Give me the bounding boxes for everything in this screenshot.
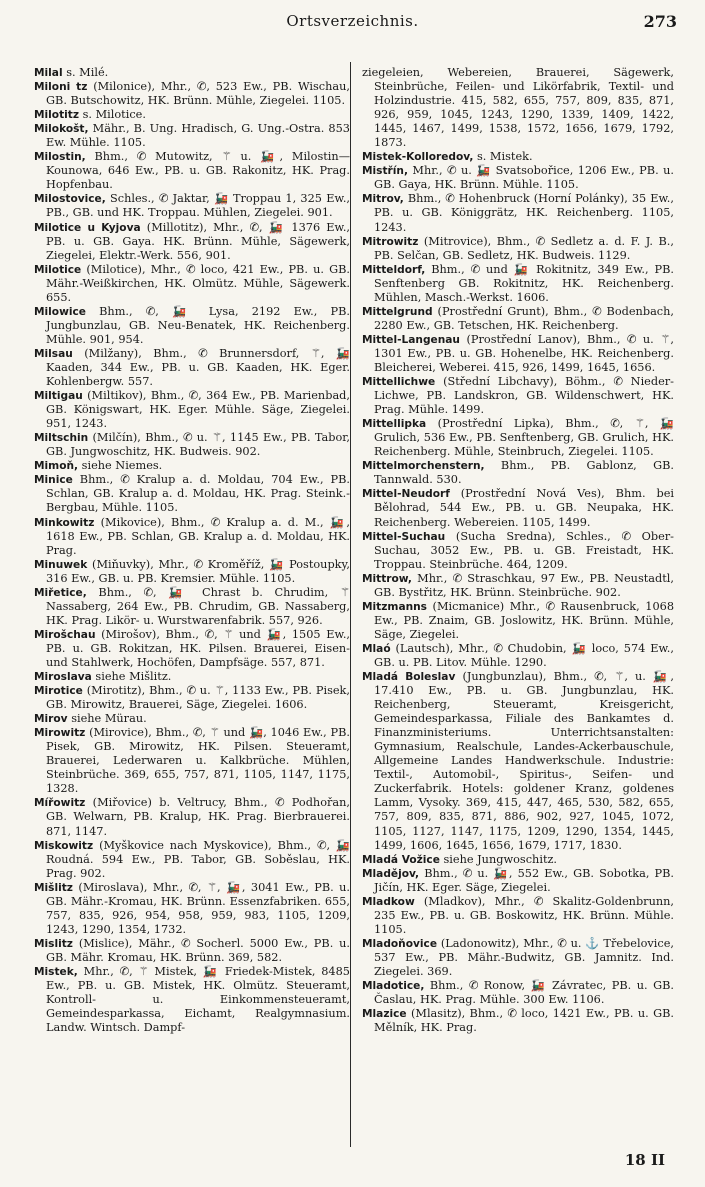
entry-text: Mhr., ✆ Straschkau, 97 Ew., PB. Neustadtl, GB. Bystřitz, HK. Brünn. Steinbrüche. 902. [374,571,674,599]
printer-signature: 18 II [624,1151,665,1169]
entry-text: (Myškovice nach Myskovice), Bhm., ✆, 🚂 Roudná. 594 Ew., PB. Tabor, GB. Soběslau, HK. Prag. 902. [46,838,350,880]
entry-text: (Prostřední Lanov), Bhm., ✆ u. ⚚, 1301 Ew., PB. u. GB. Hohenelbe, HK. Reichenberg. Bleicherei, Weberei. 415, 926, 1499, 1645, 1656. [374,332,674,374]
entry-text: Bhm., ✆ Kralup a. d. Moldau, 704 Ew., PB. Schlan, GB. Kralup a. d. Moldau, HK. Prag. Steink.-Bergbau, Mühle. 1105. [46,473,351,515]
left-column [34,66,350,1035]
entry-text: (Milčín), Bhm., ✆ u. ⚚, 1145 Ew., PB. Tabor, GB. Jungwoschitz, HK. Budweis. 902. [46,431,351,459]
entry-headword: Miloni tz [34,81,88,94]
gazetteer-entry [362,642,674,670]
gazetteer-entry [34,192,350,220]
entry-text: (Miroslava), Mhr., ✆, ⚚, 🚂, 3041 Ew., PB. u. GB. Mähr.-Kromau, HK. Brünn. Essenzfabriken. 655, 757, 835, 926, 954, 958, 959, 983, 1105, 1209, 1243, 1290, 1354, 1732. [46,880,351,936]
entry-headword: Mittel-Suchau [362,530,446,543]
entry-text: Bhm., ✆ Ronow, 🚂 Závratec, PB. u. GB. Časlau, HK. Prag. Mühle. 300 Ew. 1106. [374,979,675,1007]
entry-text: (Mikovice), Bhm., ✆ Kralup a. d. M., 🚂, 1618 Ew., PB. Schlan, GB. Kralup a. d. Moldau, HK. Prag. [46,515,350,557]
entry-headword: Mladkow [362,895,415,908]
gazetteer-entry [362,937,674,979]
gazetteer-entry [362,487,674,529]
entry-text: Bhm., ✆, 🚂 Chrast b. Chrudim, ⚚ Nassaberg, 264 Ew., PB. Chrudim, GB. Nassaberg, HK. Prag. Likör- u. Wurstwarenfabrik. 557, 926. [46,585,350,627]
gazetteer-entry [34,965,350,1035]
entry-headword: Mittrow, [362,572,412,585]
entry-headword: Mimoň, [34,460,79,473]
gazetteer-entry [362,572,674,600]
entry-text: s. Mistek. [476,150,533,164]
entry-headword: Mladá Vožice [362,853,440,866]
entry-text: Bhm., ✆ u. 🚂, 552 Ew., GB. Sobotka, PB. Jičín, HK. Eger. Säge, Ziegelei. [374,866,675,894]
entry-headword: Miltschin [34,432,89,445]
entry-headword: Mladá Boleslav [362,671,456,684]
entry-text: (Prostřední Lipka), Bhm., ✆, ⚚, 🚂 Grulich, 536 Ew., PB. Senftenberg, GB. Grulich, HK. Reichenberg. Mühle, Steinbruch, Ziegelei. 1105. [374,417,675,459]
entry-headword: Minice [34,474,73,487]
gazetteer-entry [34,389,350,431]
entry-text: (Střední Libchavy), Böhm., ✆ Nieder-Lichwe, PB. Landskron, GB. Wildenschwert, HK. Prag. Mühle. 1499. [374,375,674,417]
gazetteer-entry [362,235,674,263]
gazetteer-entry [34,108,350,122]
gazetteer-entry [362,164,674,192]
entry-headword: Mlaó [362,642,391,655]
entry-text: siehe Niemes. [81,459,163,473]
entry-headword: Mitzmanns [362,600,427,613]
entry-text: siehe Mürau. [71,712,147,726]
entry-headword: Mitteldorf, [362,263,426,276]
page-number: 273 [643,12,677,31]
entry-text: (Miltikov), Bhm., ✆, 364 Ew., PB. Marienbad, GB. Königswart, HK. Eger. Mühle. Säge, Ziegelei. 951, 1243. [46,389,351,431]
entry-text: s. Milé. [66,66,109,79]
gazetteer-entry [34,712,350,726]
gazetteer-entry [34,305,350,347]
gazetteer-entry [362,895,674,937]
entry-headword: Mistřín, [362,165,408,178]
right-column [362,66,674,1035]
gazetteer-entry [362,530,674,572]
entry-text: s. Milotice. [82,108,146,122]
entry-text: (Ladonowitz), Mhr., ✆ u. ⚓ Třebelovice, 537 Ew., PB. Mähr.-Budwitz, GB. Jamnitz. Ind. Ziegelei. 369. [374,936,674,978]
gazetteer-entry [362,66,674,150]
entry-headword: Mistek-Kolloredov, [362,151,474,164]
gazetteer-entry [362,1007,674,1035]
entry-text: (Micmanice) Mhr., ✆ Rausenbruck, 1068 Ew., PB. Znaim, GB. Joslowitz, HK. Brünn. Mühle, Säge, Ziegelei. [374,599,675,641]
entry-text: Mähr., B. Ung. Hradisch, G. Ung.-Ostra. 853 Ew. Mühle. 1105. [46,122,350,150]
gazetteer-entry [362,263,674,305]
entry-text: Schles., ✆ Jaktar, 🚂 Troppau 1, 325 Ew., PB., GB. und HK. Troppau. Mühlen, Ziegelei. 901. [46,192,350,220]
entry-headword: Mladějov, [362,867,420,880]
entry-headword: Mistek, [34,966,78,978]
entry-text: (Mladkov), Mhr., ✆ Skalitz-Goldenbrunn, 235 Ew., PB. u. GB. Boskowitz, HK. Brünn. Mühle. 1105. [374,894,674,936]
gazetteer-entry [362,600,674,642]
gazetteer-entry [362,867,674,895]
entry-text: (Mislice), Mähr., ✆ Socherl. 5000 Ew., PB. u. GB. Mähr. Kromau, HK. Brünn. 369, 582. [46,936,350,964]
gazetteer-entry [34,459,350,473]
gazetteer-entry [34,670,350,684]
gazetteer-entry [362,375,674,417]
gazetteer-entry [34,684,350,712]
entry-text: (Miňuvky), Mhr., ✆ Kroměříž, 🚂 Postoupky, 316 Ew., GB. u. PB. Kremsier. Mühle. 1105. [46,557,350,585]
entry-headword: Mířowitz [34,797,86,810]
entry-headword: Miskowitz [34,839,94,852]
entry-headword: Miroslava [34,671,92,684]
entry-headword: Mladotice, [362,980,425,993]
entry-headword: Milotice [34,263,82,276]
entry-headword: Mittellichwe [362,376,436,389]
gazetteer-entry [34,122,350,150]
gazetteer-entry [362,417,674,459]
entry-text: Bhm., ✆, 🚂 Lysa, 2192 Ew., PB. Jungbunzlau, GB. Neu-Benatek, HK. Reichenberg. Mühle. 901, 954. [46,304,350,346]
entry-text: (Prostřední Nová Ves), Bhm. bei Bělohrad, 544 Ew., PB. u. GB. Neupaka, HK. Reichenberg. Webereien. 1105, 1499. [374,487,675,529]
entry-text: (Millotitz), Mhr., ✆, 🚂 1376 Ew., PB. u. GB. Gaya. HK. Brünn. Mühle, Sägewerk, Ziegelei, Elektr.-Werk. 556, 901. [46,220,351,262]
entry-text: (Mirošov), Bhm., ✆, ⚚ und 🚂, 1505 Ew., PB. u. GB. Rokitzan, HK. Pilsen. Brauerei, Eisen- und Stahlwerk, Hochöfen, Dampfsäge. 557, 871. [46,627,350,669]
entry-headword: Minuwek [34,558,88,571]
gazetteer-entry [34,221,350,263]
entry-text: (Miřovice) b. Veltrucy, Bhm., ✆ Podhořan, GB. Welwarn, PB. Kralup, HK. Prag. Bierbrauerei. 871, 1147. [46,796,351,838]
entry-headword: Mittelgrund [362,305,433,318]
entry-text: (Prostřední Grunt), Bhm., ✆ Bodenbach, 2280 Ew., GB. Tetschen, HK. Reichenberg. [374,304,674,332]
page-header [0,12,705,36]
entry-headword: Milostin, [34,151,86,164]
gazetteer-entry [34,473,350,515]
entry-text: (Mitrovice), Bhm., ✆ Sedletz a. d. F. J. B., PB. Selčan, GB. Sedletz, HK. Budweis. 1129. [374,234,674,262]
gazetteer-entry [34,839,350,881]
entry-text: (Jungbunzlau), Bhm., ✆, ⚚, u. 🚂, 17.410 Ew., PB. u. GB. Jungbunzlau, HK. Reichenberg, Steueramt, Kreisgericht, Gemeindesparkassa, Filiale des Bankamtes d. Finanzministeriums. Unterrichtsanstalten: Gymnasium, Realschule, Landes-Ackerbauschule, Allgemeine Landes Handwerkschule. Industrie: Textil-, Automobil-, Spiritus-, Seifen- und Zuckerfabrik. Hotels: goldener Kranz, goldenes Lamm, Vysoky. 369, 415, 447, 465, 530, 582, 655, 757, 809, 835, 871, 886, 902, 927, 1045, 1072, 1105, 1127, 1147, 1175, 1209, 1290, 1354, 1445, 1499, 1606, 1645, 1656, 1679, 1717, 1830. [374,670,675,852]
entry-text: Bhm., ✆ und 🚂 Rokitnitz, 349 Ew., PB. Senftenberg GB. Rokitnitz, HK. Reichenberg. Mühlen, Masch.-Werkst. 1606. [374,262,675,304]
entry-headword: Mittelmorchenstern, [362,460,485,473]
entry-headword: Mislitz [34,937,73,950]
entry-headword: Mišlitz [34,881,73,894]
entry-headword: Milsau [34,347,73,360]
entry-text: (Lautsch), Mhr., ✆ Chudobin, 🚂 loco, 574 Ew., GB. u. PB. Litov. Mühle. 1290. [374,641,674,669]
entry-text: (Mirotitz), Bhm., ✆ u. ⚚, 1133 Ew., PB. Pisek, GB. Mirowitz, Brauerei, Säge, Ziegelei. 1606. [46,684,350,712]
entry-headword: Mitrowitz [362,235,419,248]
entry-headword: Milowice [34,305,86,318]
gazetteer-entry [34,558,350,586]
gazetteer-entry [34,628,350,670]
page-title: Ortsverzeichnis. [286,12,419,30]
entry-headword: Mirotice [34,685,83,698]
gazetteer-entry [34,263,350,305]
entry-headword: Mittel-Langenau [362,333,460,346]
gazetteer-entry [34,66,350,80]
entry-headword: Mlazice [362,1008,407,1021]
entry-text: siehe Jungwoschitz. [443,852,558,866]
entry-headword: Milotice u Kyjova [34,221,141,234]
entry-headword: Mitrov, [362,193,404,206]
entry-text: Bhm., ✆ Mutowitz, ⚚ u. 🚂, Milostin—Kounowa, 646 Ew., PB. u. GB. Rakonitz, HK. Prag. Hopfenbau. [46,150,350,192]
gazetteer-entry [34,80,350,108]
entry-text: (Milžany), Bhm., ✆ Brunnersdorf, ⚚, 🚂 Kaaden, 344 Ew., PB. u. GB. Kaaden, HK. Eger. Kohlenbergw. 557. [46,346,350,389]
entry-text: (Milonice), Mhr., ✆, 523 Ew., PB. Wischau, GB. Butschowitz, HK. Brünn. Mühle, Ziegelei. 1105. [46,80,350,108]
entry-text: (Sucha Sredna), Schles., ✆ Ober-Suchau, 3052 Ew., PB. u. GB. Freistadt, HK. Troppau. Steinbrüche. 464, 1209. [374,529,675,571]
gazetteer-entry [34,881,350,937]
entry-text: Bhm., ✆ Hohenbruck (Horní Polánky), 35 Ew., PB. u. GB. Königgrätz, HK. Reichenberg. 1105, 1243. [374,192,674,234]
entry-text: ziegeleien, Webereien, Brauerei, Sägewerk, Steinbrüche, Feilen- und Likörfabrik, Textil- und Holzindustrie. 415, 582, 655, 757, 809, 835, 871, 926, 959, 1045, 1243, 1290, 1339, 1409, 1422, 1445, 1467, 1499, 1538, 1572, 1656, 1679, 1792, 1873. [362,66,674,150]
gazetteer-entry [34,347,350,389]
entry-headword: Mirowitz [34,727,86,740]
entry-headword: Mirošchau [34,628,96,641]
gazetteer-entry [362,333,674,375]
gazetteer-entry [362,192,674,234]
entry-text: Bhm., PB. Gablonz, GB. Tannwald. 530. [374,459,674,487]
gazetteer-entry [362,853,674,867]
column-divider [350,62,351,1147]
gazetteer-entry [34,726,350,796]
gazetteer-entry [362,150,674,164]
entry-text: (Mlasitz), Bhm., ✆ loco, 1421 Ew., PB. u. GB. Mělník, HK. Prag. [374,1007,674,1035]
gazetteer-entry [34,431,350,459]
entry-text: (Milotice), Mhr., ✆ loco, 421 Ew., PB. u. GB. Mähr.-Weißkirchen, HK. Olmütz. Mühle, Sägewerk. 655. [46,262,350,304]
gazetteer-entry [362,979,674,1007]
entry-headword: Miřetice, [34,586,87,599]
entry-headword: Mittel-Neudorf [362,488,450,501]
entry-headword: Miltigau [34,390,83,403]
entry-text: siehe Mišlitz. [95,670,172,684]
gazetteer-entry [34,516,350,558]
entry-headword: Mladoňovice [362,937,438,950]
entry-text: Mhr., ✆ u. 🚂 Svatsobořice, 1206 Ew., PB. u. GB. Gaya, HK. Brünn. Mühle. 1105. [374,164,674,192]
gazetteer-entry [362,459,674,487]
entry-headword: Milokošt, [34,123,89,136]
entry-headword: Milal [34,67,63,79]
gazetteer-entry [362,670,674,853]
gazetteer-entry [34,586,350,628]
entry-text: (Mirovice), Bhm., ✆, ⚚ und 🚂, 1046 Ew., PB. Pisek, GB. Mirowitz, HK. Pilsen. Steueramt, Brauerei, Lederwaren u. Kalkbrüche. Mühlen, Steinbrüche. 369, 655, 757, 871, 1105, 1147, 1175, 1328. [46,726,351,796]
entry-headword: Milotitz [34,109,80,122]
entry-headword: Mirov [34,713,68,726]
entry-headword: Milostovice, [34,193,106,206]
gazetteer-entry [34,937,350,965]
gazetteer-entry [34,796,350,838]
entry-headword: Minkowitz [34,516,95,529]
gazetteer-entry [34,150,350,192]
entry-text: Mhr., ✆, ⚚ Mistek, 🚂 Friedek-Mistek, 8485 Ew., PB. u. GB. Mistek, HK. Olmütz. Steueramt, Kontroll- u. Einkommensteueramt, Gemeindesparkassa, Eichamt, Realgymnasium. Landw. Wintsch. Dampf- [46,965,350,1035]
gazetteer-entry [362,305,674,333]
entry-headword: Mittellipka [362,418,427,431]
